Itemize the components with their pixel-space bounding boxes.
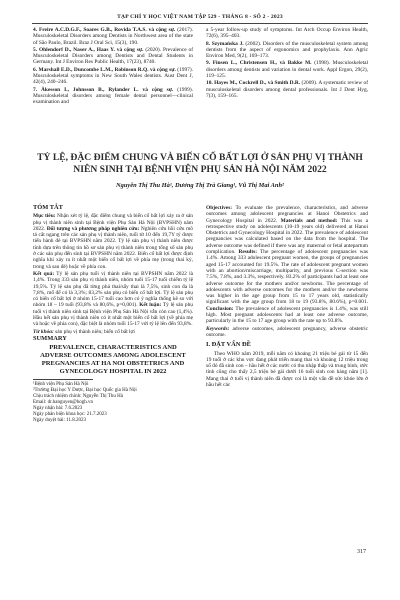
english-keywords: Keywords: adverse outcomes, adolescent pregnancy, adverse obstetric outcome. (206, 325, 368, 338)
article-title: TỶ LỆ, ĐẶC ĐIỂM CHUNG VÀ BIẾN CỐ BẤT LỢI Ở SẢN PHỤ VỊ THÀNH NIÊN SINH TẠI BỆNH VIỆN PHỤ SẢN HÀ NỘI NĂM 2022 (37, 152, 363, 175)
reference-item: 4. Freire A.C.D.G.F., Soares G.B., Rovida T.A.S. và cộng sự. (2017). Musculoskeletal Disorders among Dentists in Northwest area of the state of São Paulo, Brazil. Braz J Oral Sci, 15(3), 190. (33, 27, 193, 46)
reference-item: 8. Szymańska J. (2002). Disorders of the musculoskeletal system among dentists from the aspect of ergonomics and prophylaxis. Ann Agric Environ Med, 9(2), 169–173. (206, 40, 368, 60)
reference-item: 10. Hayes M., Cockrell D., và Smith D.R. (2009). A systematic review of musculoskeletal disorders among dental professionals. Int J Dent Hyg, 7(3), 159–165. (206, 80, 369, 99)
abstract-objective: Mục tiêu: Nhận xét tỷ lệ, đặc điểm chung và biến cố bất lợi xảy ra ở sản phụ vị thành niên sinh tại Bệnh viện Phụ Sản Hà Nội (BVPSHN) năm 2022. Đối tượng và phương pháp nghiên cứu: Nghiên cứu hồi cứu mô tả cắt ngang trên các sản phụ vị thành niên, tuổi từ 10 đến 19,7Y tỷ được tiến hành đẻ tại BVPSHN năm 2022. Tỷ lệ sản phụ vị thành niên được tính dựa trên thông tin hồ sơ sản phụ vị thành niên trong tổng số sản phụ ở các sản phụ đến sinh tại BVPSHN năm 2022. Biến cố bất lợi được định nghĩa khi xảy ra ít nhất một biến cố bất lợi về phía mẹ (trong thai kỳ, trong và sau đẻ) hoặc về phía con. (33, 213, 193, 270)
abstract-keywords: Từ khóa: sản phụ vị thành niên; biến cố bất lợi (33, 328, 135, 335)
right-column (206, 205, 368, 389)
section-body: Theo WHO năm 2019, mỗi năm có khoảng 21 triệu bé gái từ 15 đến 19 tuổi ở các khu vực đang phát triển mang thai và khoảng 12 triệu trong số đó đã sinh con – hầu hết ở các nước có thu nhập thấp và trung bình, ước tính cũng cho thấy 2,5 triệu bé gái dưới 16 tuổi sinh con hàng năm [1]. Mang thai ở tuổi vị thành niên đã được coi là một vấn đề sức khỏe lớn ở hầu hết các (206, 350, 368, 389)
summary-heading: SUMMARY (33, 334, 67, 342)
footnote: Ngày nhận bài: 7.6.2023 (33, 405, 83, 411)
footnote: Chịu trách nhiệm chính: Nguyễn Thị Thu Hà (33, 394, 123, 400)
abstract-result: Kết quả: Tỷ lệ sản phụ tuổi vị thành niên tại BVPSHN năm 2022 là 1,4%. Trong 333 sản phụ vị thành niên, nhóm tuổi 15-17 tuổi chiếm tỷ lệ 19,5%. Tỷ lệ sản phụ đã từng phá thai/sẩy thai là 7,5%, sinh con đa là 7,8%, mổ để có là 3,3%; 83,2% sản phụ có biến cố bất lợi. Tỷ lệ sản phụ có biến cố bất lợi ở nhóm 15-17 tuổi cao hơn có ý nghĩa thống kê so với nhóm 18 – 19 tuổi (93,8% và 80,6%, p=0,001). Kết luận: Tỷ lệ sản phụ tuổi vị thành niên sinh tại Bệnh viện Phụ Sản Hà Nội vẫn còn cao (1,4%). Hầu hết sản phụ vị thành niên có ít nhất một biến cố bất lợi (về phía mẹ và hoặc về phía con), đặc biệt là nhóm tuổi 15-17 với tỷ lệ lên đến 93,8%. (33, 270, 193, 328)
section-heading: I. ĐẶT VẤN ĐỀ (206, 341, 251, 349)
left-column (33, 205, 193, 424)
footnote: ²Trường Đại học Y Dược, Đại học Quốc gia Hà Nội (33, 388, 137, 394)
reference-item: 7. Åkesson I., Johnsson B., Rylander L. và cộng sự. (1999). Musculoskeletal disorders among female dental personnel—clinical examination and (33, 86, 193, 106)
article-authors: Nguyễn Thị Thu Hà¹, Dương Thị Trà Giang¹, Vũ Thị Mai Anh² (116, 182, 284, 189)
footnote: ¹Bệnh viện Phụ Sản Hà Nội (33, 382, 89, 388)
footnote: Ngày duyệt bài: 11.8.2023 (33, 417, 87, 423)
header-rule (32, 23, 368, 24)
reference-item: 5. Ohlendorf D., Naser A., Haas Y. và cộng sự. (2020). Prevalence of Musculoskeletal Disorders among Dentists and Dental Students in Germany. Int J Environ Res Public Health, 17(23), 8740. (33, 46, 193, 66)
footnote-rule (33, 379, 93, 380)
abstract-heading: TÓM TẮT (33, 204, 63, 211)
footnote: Ngày phản biện khoa học: 21.7.2023 (33, 411, 107, 417)
reference-item: a 5-year follow-up study of symptoms. Int Arch Occup Environ Health, 72(6), 395–403. (206, 27, 368, 40)
footnote: Email: dr.hanguyen@hogh.vn (33, 399, 94, 405)
page-number: 317 (357, 549, 366, 555)
references-left (33, 27, 193, 107)
journal-header: TẠP CHÍ Y HỌC VIỆT NAM TẬP 529 - THÁNG 8 - SỐ 2 - 2023 (117, 14, 283, 20)
references-right (206, 27, 368, 100)
reference-item: 6. Marshall E.D., Duncombe L.M., Robinson R.Q. và cộng sự. (1997). Musculoskeletal symptoms in New South Wales dentists. Aust Dent J, 42(4), 240–246. (33, 66, 193, 86)
english-title: PREVALENCE, CHARACTERISTICS AND ADVERSE OUTCOMES AMONG ADOLESCENT PREGNANCIES AT HA NOI OBSTETRICS AND GYNECOLOGY HOSPITAL IN 2022 (40, 344, 186, 376)
english-abstract: Objectives: To evaluate the prevalence, characteristics, and adverse outcomes among adolescent pregnancies at Hanoi Obstetrics and Gynecology Hospital in 2022. Materials and method: This was a retrospective study on adolescents (10-19 years old) delivered at Hanoi Obstetrics and Gynecology Hospital in 2022. The prevalence of adolescent pregnancies was calculated based on the data from the hospital. The adverse outcome was defined if there was any maternal or fetal antepartum complication. Results: The percentage of adolescent pregnancies was 1.4%. Among 333 adolescent pregnant women, the groups of pregnancies aged 15-17 accounted for 19.5%. The rate of adolescent pregnant women with an abortion/miscarriage, multiparity, and previous C-section was 7.5%, 7.8%, and 3.3%, respectively. 83.2% of participants had at least one adverse outcome for the mothers and/or newborns. The percentage of adolescents with adverse outcomes for the mothers and/or the newborns was higher in the age group from 15 to 17 years old, statistically significant with the age group from 18 to 19 (93.8%, 80.6%), p=0.001. Conclusion: The prevalence of adolescent pregnancies is 1.4%, was still high. Most pregnant adolescents had at least one adverse outcome, particularly in the 15 to 17 age group with the rate up to 93.8%. (206, 205, 368, 325)
reference-item: 9. Finsen L., Christensen H., và Bakke M. (1998). Musculoskeletal disorders among dentists and variation in dental work. Appl Ergon, 29(2), 119–125. (206, 60, 368, 80)
